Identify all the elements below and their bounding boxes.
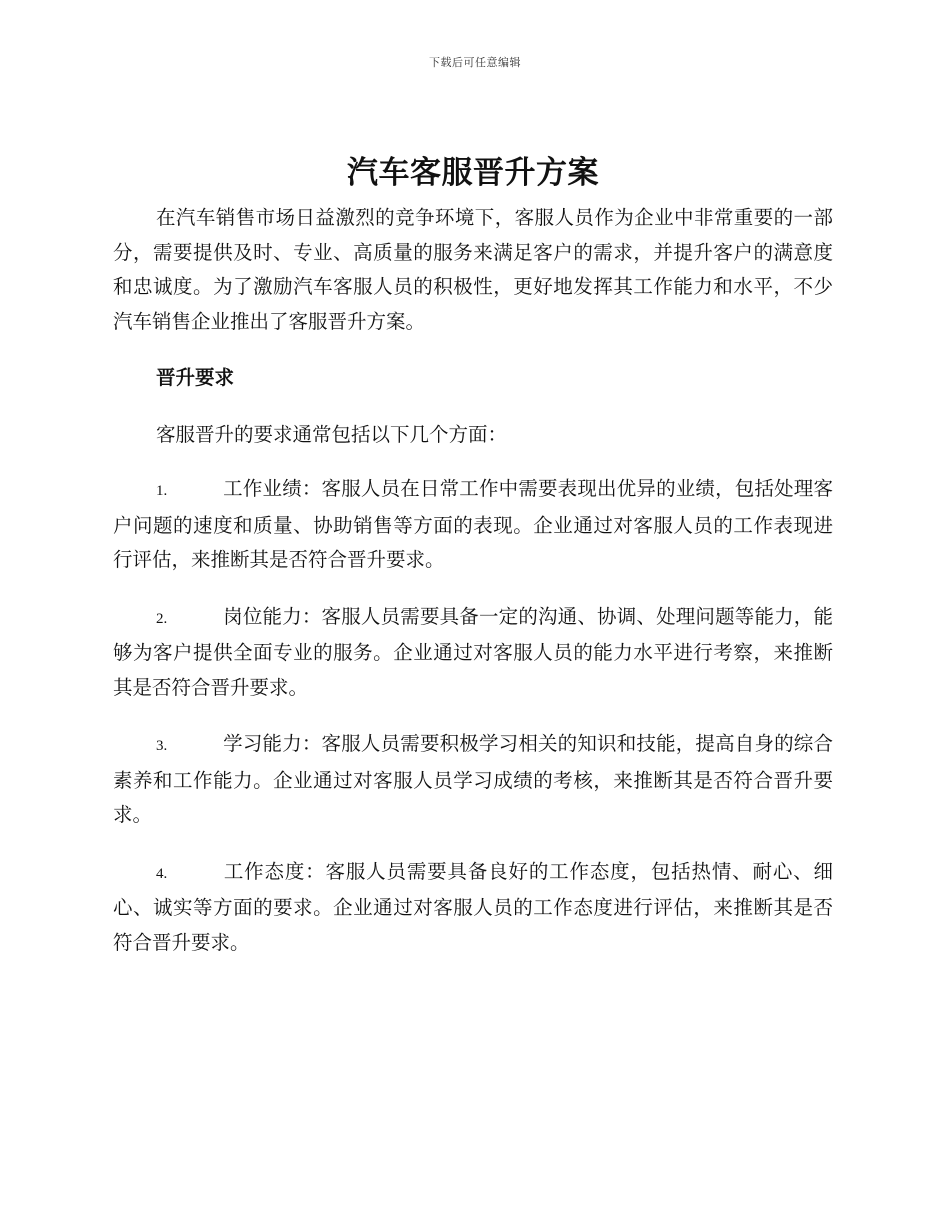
list-item-number: 2. [156,610,168,627]
list-item-number: 4. [156,865,168,882]
list-item-text: 学习能力：客服人员需要积极学习相关的知识和技能，提高自身的综合素养和工作能力。企业通过对客服人员学习成绩的考核，来推断其是否符合晋升要求。 [113,732,833,826]
list-item-text: 工作态度：客服人员需要具备良好的工作态度，包括热情、耐心、细心、诚实等方面的要求。企业通过对客服人员的工作态度进行评估，来推断其是否符合晋升要求。 [113,859,833,954]
list-item-number: 3. [156,738,168,754]
list-item-number: 1. [156,483,168,499]
list-item [113,727,833,833]
list-item [113,600,833,706]
section-lead-paragraph: 客服晋升的要求通常包括以下几个方面： [156,422,508,446]
list-item-text: 岗位能力：客服人员需要具备一定的沟通、协调、处理问题等能力，能够为客户提供全面专业的服务。企业通过对客服人员的能力水平进行考察，来推断其是否符合晋升要求。 [113,604,833,699]
section-heading: 晋升要求 [156,366,235,389]
list-item-text: 工作业绩：客服人员在日常工作中需要表现出优异的业绩，包括处理客户问题的速度和质量、协助销售等方面的表现。企业通过对客服人员的工作表现进行评估，来推断其是否符合晋升要求。 [113,477,833,571]
intro-paragraph: 在汽车销售市场日益激烈的竞争环境下，客服人员作为企业中非常重要的一部分，需要提供及时、专业、高质量的服务来满足客户的需求，并提升客户的满意度和忠诚度。为了激励汽车客服人员的积极性，更好地发挥其工作能力和水平，不少汽车销售企业推出了客服晋升方案。 [113,206,833,333]
list-item [113,855,833,961]
document-title: 汽车客服晋升方案 [347,155,599,191]
list-item [113,472,833,578]
page-header-note: 下载后可任意编辑 [429,56,521,69]
requirements-list [113,472,833,960]
document-body [113,148,833,960]
